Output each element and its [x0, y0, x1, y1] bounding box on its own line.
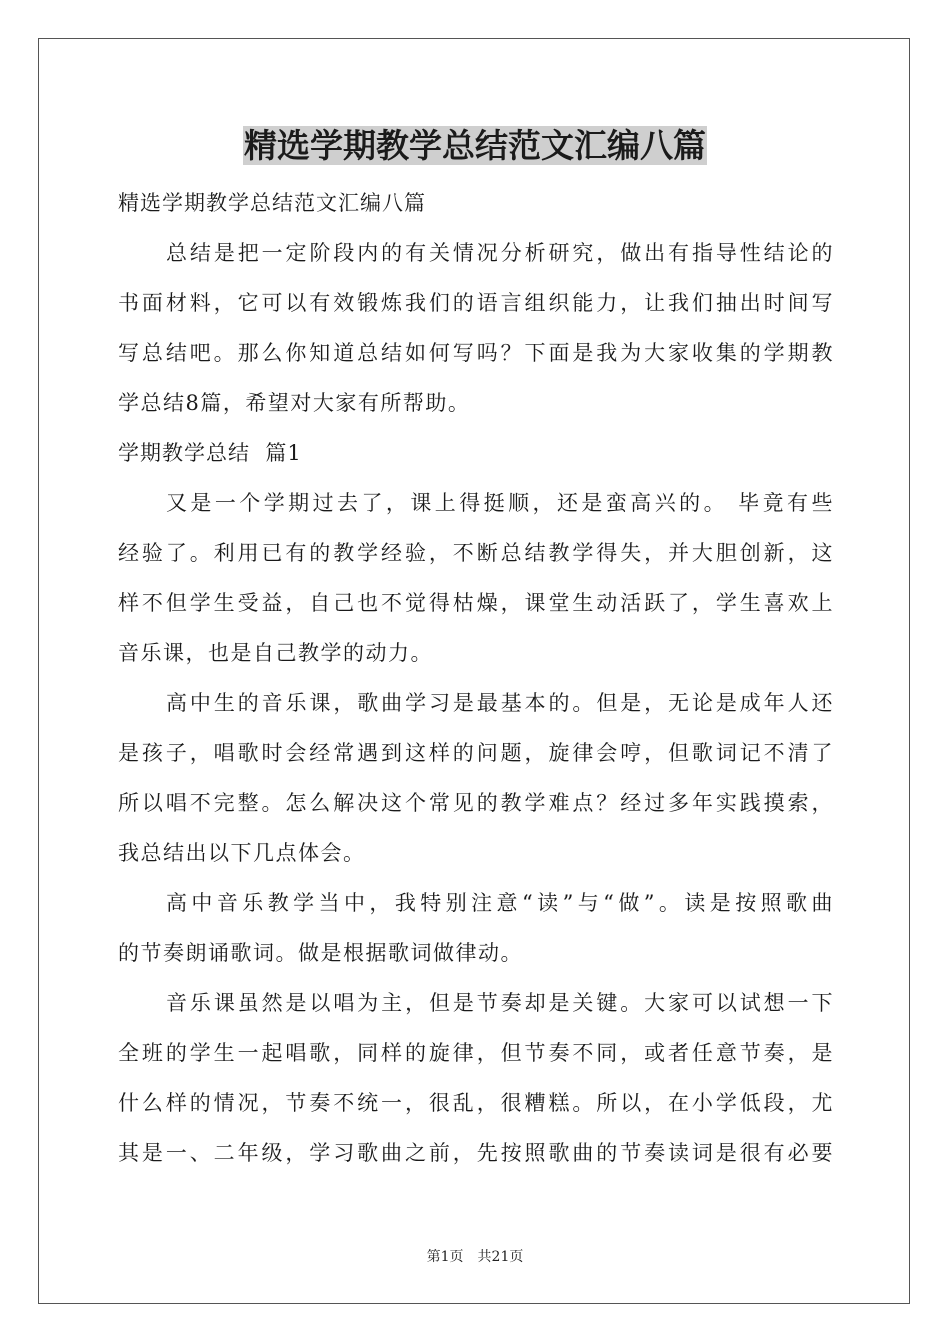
document-title — [0, 124, 950, 168]
section-heading: 学期教学总结 篇1 — [118, 441, 302, 465]
text-line: 什么样的情况，节奏不统一，很乱，很糟糕。所以，在小学低段，尤 — [118, 1091, 834, 1115]
body-paragraph — [118, 678, 834, 878]
text-line: 我总结出以下几点体会。 — [118, 841, 366, 865]
page-total: 共21页 — [477, 1249, 524, 1265]
page-footer — [0, 1247, 950, 1267]
text-line: 样不但学生受益，自己也不觉得枯燥，课堂生动活跃了，学生喜欢上 — [118, 591, 834, 615]
text-line: 高中生的音乐课，歌曲学习是最基本的。但是，无论是成年人还 — [166, 691, 834, 715]
page-number: 第1页 — [426, 1249, 464, 1265]
intro-paragraph — [118, 228, 834, 428]
body-paragraph — [118, 878, 834, 978]
body-paragraph — [118, 478, 834, 678]
text-line: 书面材料，它可以有效锻炼我们的语言组织能力，让我们抽出时间写 — [118, 291, 834, 315]
text-line: 写总结吧。那么你知道总结如何写吗？下面是我为大家收集的学期教 — [118, 341, 834, 365]
text-line: 总结是把一定阶段内的有关情况分析研究，做出有指导性结论的 — [166, 241, 834, 265]
text-line: 其是一、二年级，学习歌曲之前，先按照歌曲的节奏读词是很有必要 — [118, 1141, 834, 1165]
text-line: 又是一个学期过去了，课上得挺顺，还是蛮高兴的。 毕竟有些 — [166, 491, 834, 515]
text-line: 学总结8篇，希望对大家有所帮助。 — [118, 391, 471, 415]
text-line: 是孩子，唱歌时会经常遇到这样的问题，旋律会哼，但歌词记不清了 — [118, 741, 834, 765]
text-line: 音乐课虽然是以唱为主，但是节奏却是关键。大家可以试想一下 — [166, 991, 834, 1015]
text-line: 高中音乐教学当中，我特别注意“读”与“做”。读是按照歌曲 — [166, 891, 834, 915]
text-line: 的节奏朗诵歌词。做是根据歌词做律动。 — [118, 941, 523, 965]
text-line: 全班的学生一起唱歌，同样的旋律，但节奏不同，或者任意节奏，是 — [118, 1041, 834, 1065]
document-body — [118, 178, 834, 1178]
document-subtitle: 精选学期教学总结范文汇编八篇 — [118, 191, 426, 215]
document-title-text: 精选学期教学总结范文汇编八篇 — [244, 126, 706, 165]
text-line: 经验了。利用已有的教学经验，不断总结教学得失，并大胆创新，这 — [118, 541, 834, 565]
body-paragraph — [118, 978, 834, 1178]
text-line: 音乐课，也是自己教学的动力。 — [118, 641, 433, 665]
text-line: 所以唱不完整。怎么解决这个常见的教学难点？经过多年实践摸索， — [118, 791, 834, 815]
